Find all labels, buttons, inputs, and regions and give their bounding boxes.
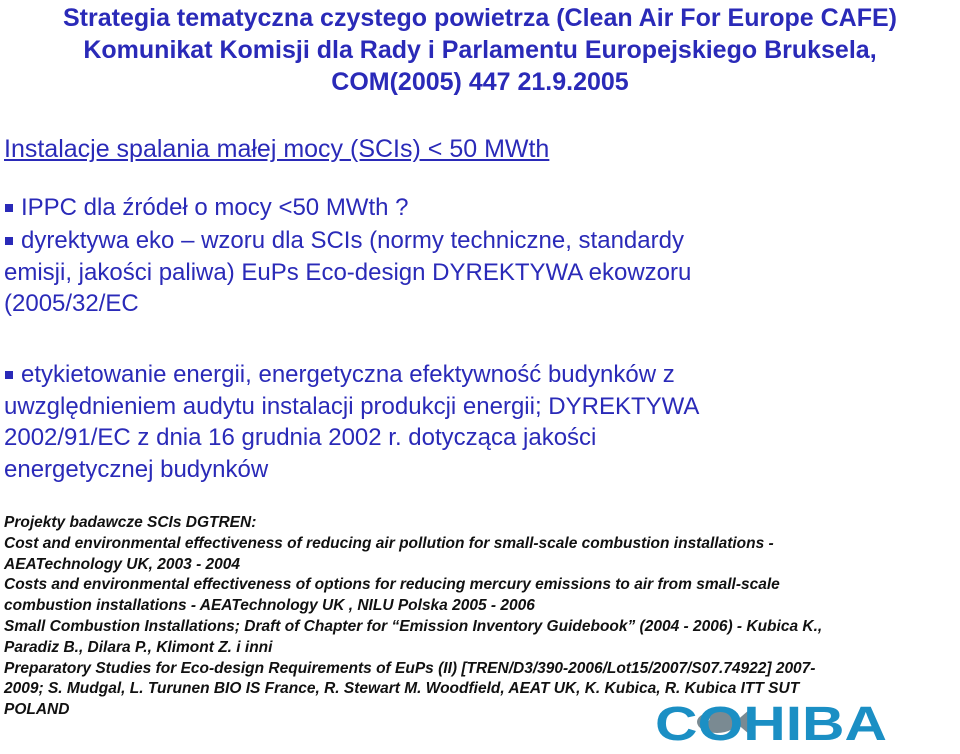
bullet-text: etykietowanie energii, energetyczna efektywność budynków z [21, 361, 675, 388]
reference-line: combustion installations - AEATechnology UK , NILU Polska 2005 - 2006 [4, 597, 535, 615]
reference-line: Small Combustion Installations; Draft of Chapter for “Emission Inventory Guidebook” (2004 - 2006) - Kubica K., [4, 617, 823, 635]
reference-line: 2009; S. Mudgal, L. Turunen BIO IS France, R. Stewart M. Woodfield, AEAT UK, K. Kubica, R. Kubica ITT SUT [4, 680, 800, 698]
bullet-text: dyrektywa eko – wzoru dla SCIs (normy techniczne, standardy [21, 227, 684, 254]
reference-line: Costs and environmental effectiveness of options for reducing mercury emissions to air from small-scale [4, 576, 780, 594]
section-heading: Instalacje spalania małej mocy (SCIs) < 50 MWth [4, 135, 550, 163]
title-line-1: Strategia tematyczna czystego powietrza (Clean Air For Europe CAFE) [63, 4, 897, 32]
cohiba-logo [655, 694, 890, 750]
bullet-item-ecodesign [4, 225, 691, 320]
bullet-text: (2005/32/EC [4, 290, 139, 317]
reference-line: Preparatory Studies for Eco-design Requirements of EuPs (II) [TREN/D3/390-2006/Lot15/2007/S07.74922] 2007- [4, 659, 816, 677]
bullet-text: IPPC dla źródeł o mocy <50 MWth ? [21, 194, 409, 221]
bullet-item-energy-labelling [4, 359, 699, 485]
square-bullet-icon [5, 371, 13, 379]
reference-line: Cost and environmental effectiveness of reducing air pollution for small-scale combustion installations - [4, 534, 774, 552]
research-projects [4, 513, 944, 721]
title-line-2: Komunikat Komisji dla Rady i Parlamentu Europejskiego Bruksela, [83, 36, 877, 64]
bullet-text: energetycznej budynków [4, 455, 269, 483]
bullet-text: uwzględnieniem audytu instalacji produkcji energii; DYREKTYWA [4, 392, 700, 420]
page-title [0, 2, 960, 98]
reference-line: Paradiz B., Dilara P., Klimont Z. i inni [4, 638, 273, 656]
reference-line: POLAND [4, 701, 70, 719]
reference-line: AEATechnology UK, 2003 - 2004 [4, 555, 241, 573]
references-heading: Projekty badawcze SCIs DGTREN: [4, 514, 257, 531]
bullet-text: emisji, jakości paliwa) EuPs Eco-design DYREKTYWA ekowzoru [4, 258, 692, 286]
bullet-text: 2002/91/EC z dnia 16 grudnia 2002 r. dotycząca jakości [4, 424, 597, 451]
bullet-item-ippc [4, 192, 409, 224]
logo-wordmark: COHIBA [655, 698, 887, 750]
square-bullet-icon [5, 204, 13, 212]
title-line-3: COM(2005) 447 21.9.2005 [331, 68, 629, 96]
square-bullet-icon [5, 237, 13, 245]
